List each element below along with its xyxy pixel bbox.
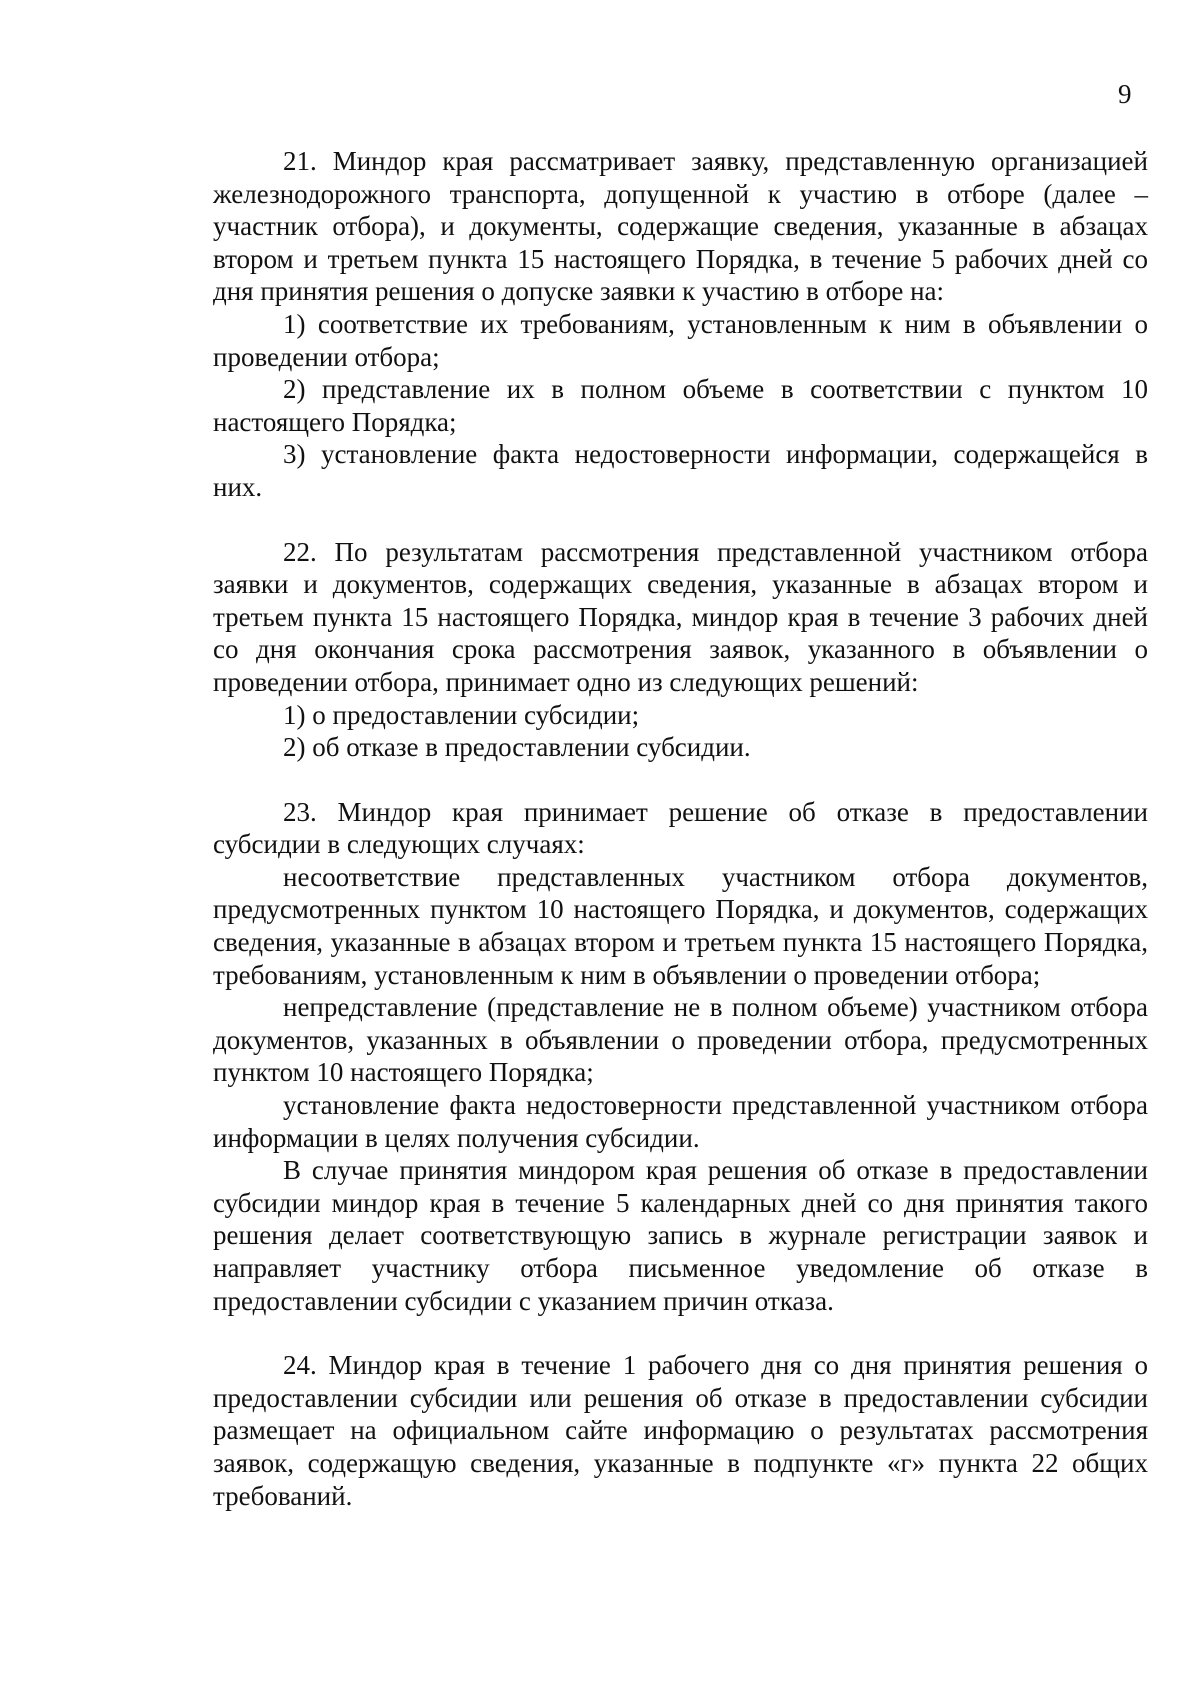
page-number: 9 <box>1118 79 1132 109</box>
paragraph-21-item-3: 3) установление факта недостоверности информации, содержащейся в них. <box>213 439 1148 502</box>
paragraph-23-case-1: несоответствие представленных участником отбора документов, предусмотренных пунктом 10 настоящего Порядка, и документов, содержащих сведения, указанные в абзацах втором и третьем пункта 15 настоящего Порядка, требованиям, установленным к ним в объявлении о проведении отбора; <box>213 861 1148 990</box>
document-body <box>213 145 1148 1512</box>
paragraph-21-item-1: 1) соответствие их требованиям, установленным к ним в объявлении о проведении отбора; <box>213 308 1148 372</box>
paragraph-21: 21. Миндор края рассматривает заявку, представленную организацией железнодорожного транспорта, допущенной к участию в отборе (далее – участник отбора), и документы, содержащие сведения, указанные в абзацах втором и третьем пункта 15 настоящего Порядка, в течение 5 рабочих дней со дня принятия решения о допуске заявки к участию в отборе на: <box>213 146 1148 307</box>
paragraph-23-case-3: установление факта недостоверности представленной участником отбора информации в целях получения субсидии. <box>213 1090 1148 1153</box>
paragraph-22-item-1: 1) о предоставлении субсидии; <box>283 699 640 730</box>
paragraph-22-item-2: 2) об отказе в предоставлении субсидии. <box>283 732 751 763</box>
paragraph-23-case-2: непредставление (представление не в полном объеме) участником отбора документов, указанных в объявлении о проведении отбора, предусмотренных пунктом 10 настоящего Порядка; <box>213 992 1148 1088</box>
paragraph-21-item-2: 2) представление их в полном объеме в соответствии с пунктом 10 настоящего Порядка; <box>213 374 1148 437</box>
spacer <box>213 504 1148 536</box>
paragraph-22: 22. По результатам рассмотрения представленной участником отбора заявки и документов, содержащих сведения, указанные в абзацах втором и третьем пункта 15 настоящего Порядка, миндор края в течение 3 рабочих дней со дня окончания срока рассмотрения заявок, указанного в объявлении о проведении отбора, принимает одно из следующих решений: <box>213 536 1148 697</box>
paragraph-24: 24. Миндор края в течение 1 рабочего дня со дня принятия решения о предоставлении субсидии или решения об отказе в предоставлении субсидии размещает на официальном сайте информацию о результатах рассмотрения заявок, содержащую сведения, указанные в подпункте «г» пункта 22 общих требований. <box>213 1350 1148 1511</box>
paragraph-23: 23. Миндор края принимает решение об отказе в предоставлении субсидии в следующих случаях: <box>213 796 1148 860</box>
spacer <box>213 1317 1148 1349</box>
paragraph-23-notice: В случае принятия миндором края решения об отказе в предоставлении субсидии миндор края в течение 5 календарных дней со дня принятия такого решения делает соответствующую запись в журнале регистрации заявок и направляет участнику отбора письменное уведомление об отказе в предоставлении субсидии с указанием причин отказа. <box>213 1155 1148 1316</box>
spacer <box>213 764 1148 796</box>
